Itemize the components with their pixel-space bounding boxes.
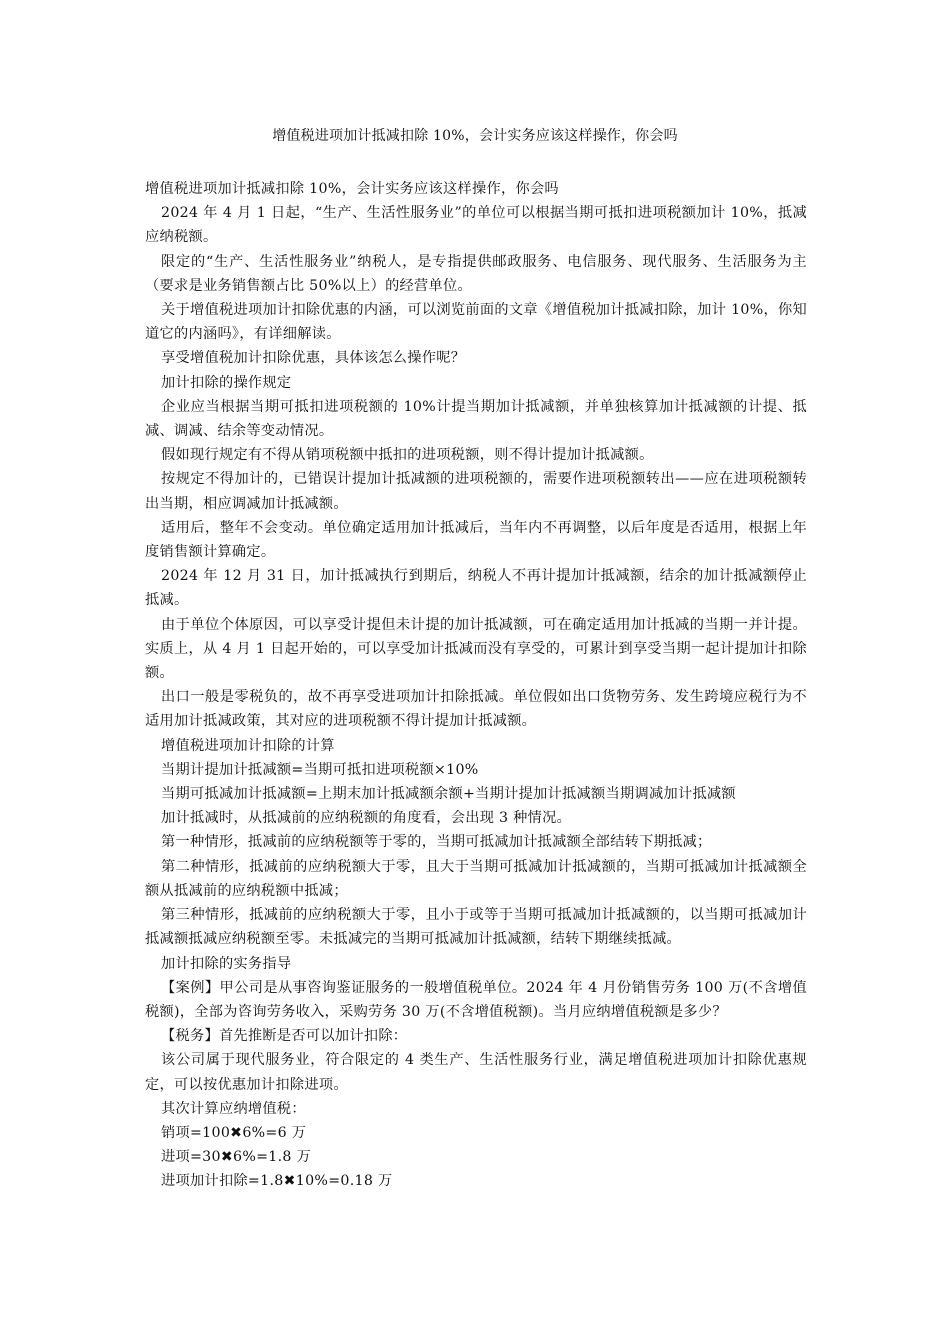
formula-line: 销项=100✖6%=6 万 xyxy=(161,1124,307,1141)
paragraph: 由于单位个体原因，可以享受计提但未计提的加计抵减额，可在确定适用加计抵减的当期一并计提。实质上，从 4 月 1 日起开始的，可以享受加计抵减而没有享受的，可累计到享受当期一起计提加计扣除额。 xyxy=(145,616,807,682)
section-heading: 加计扣除的实务指导 xyxy=(161,955,292,972)
paragraph: 【税务】首先推断是否可以加计扣除： xyxy=(161,1028,408,1045)
paragraph: 第一种情形，抵减前的应纳税额等于零的，当期可抵减加计抵减额全部结转下期抵减； xyxy=(161,834,712,851)
formula-line: 当期计提加计抵减额=当期可抵扣进项税额×10% xyxy=(161,761,479,778)
paragraph: 【案例】甲公司是从事咨询鉴证服务的一般增值税单位。2024 年 4 月份销售劳务 100 万(不含增值税额)，全部为咨询劳务收入，采购劳务 30 万(不含增值税额)。当月应纳增值税额是多少？ xyxy=(145,979,807,1020)
paragraph: 企业应当根据当期可抵扣进项税额的 10%计提当期加计抵减额，并单独核算加计抵减额的计提、抵减、调减、结余等变动情况。 xyxy=(145,398,807,440)
paragraph: 2024 年 12 月 31 日，加计抵减执行到期后，纳税人不再计提加计抵减额，结余的加计抵减额停止抵减。 xyxy=(145,568,807,609)
paragraph: 出口一般是零税负的，故不再享受进项加计扣除抵减。单位假如出口货物劳务、发生跨境应税行为不适用加计抵减政策，其对应的进项税额不得计提加计抵减额。 xyxy=(145,689,807,730)
section-heading: 加计扣除的操作规定 xyxy=(161,374,292,391)
formula-line: 当期可抵减加计抵减额=上期末加计抵减额余额+当期计提加计抵减额当期调减加计抵减额 xyxy=(161,786,736,803)
paragraph: 按规定不得加计的，已错误计提加计抵减额的进项税额的，需要作进项税额转出——应在进项税额转出当期，相应调减加计抵减额。 xyxy=(145,471,807,512)
paragraph: 增值税进项加计抵减扣除 10%，会计实务应该这样操作，你会吗 xyxy=(145,181,559,197)
paragraph: 适用后，整年不会变动。单位确定适用加计抵减后，当年内不再调整，以后年度是否适用，根据上年度销售额计算确定。 xyxy=(145,519,807,561)
paragraph: 该公司属于现代服务业，符合限定的 4 类生产、生活性服务行业，满足增值税进项加计扣除优惠规定，可以按优惠加计扣除进项。 xyxy=(145,1052,807,1093)
document-body xyxy=(145,177,807,1194)
formula-line: 进项=30✖6%=1.8 万 xyxy=(161,1149,312,1166)
paragraph: 享受增值税加计扣除优惠，具体该怎么操作呢？ xyxy=(161,350,466,367)
paragraph: 2024 年 4 月 1 日起，“生产、生活性服务业”的单位可以根据当期可抵扣进项税额加计 10%，抵减应纳税额。 xyxy=(145,205,807,246)
paragraph: 关于增值税进项加计扣除优惠的内涵，可以浏览前面的文章《增值税加计抵减扣除，加计 10%，你知道它的内涵吗》，有详细解读。 xyxy=(145,302,807,343)
paragraph: 第三种情形，抵减前的应纳税额大于零，且小于或等于当期可抵减加计抵减额的，以当期可抵减加计抵减额抵减应纳税额至零。未抵减完的当期可抵减加计抵减额，结转下期继续抵减。 xyxy=(145,907,807,948)
paragraph: 加计抵减时，从抵减前的应纳税额的角度看，会出现 3 种情况。 xyxy=(161,810,572,827)
document-title: 增值税进项加计抵减扣除 10%，会计实务应该这样操作，你会吗 xyxy=(272,128,678,144)
paragraph: 其次计算应纳增值税： xyxy=(161,1100,306,1117)
paragraph: 假如现行规定有不得从销项税额中抵扣的进项税额，则不得计提加计抵减额。 xyxy=(161,447,654,464)
formula-line: 进项加计扣除=1.8✖10%=0.18 万 xyxy=(161,1173,393,1190)
section-heading: 增值税进项加计扣除的计算 xyxy=(161,737,335,754)
paragraph: 限定的“生产、生活性服务业”纳税人，是专指提供邮政服务、电信服务、现代服务、生活服务为主（要求是业务销售额占比 50%以上）的经营单位。 xyxy=(145,253,807,294)
paragraph: 第二种情形，抵减前的应纳税额大于零，且大于当期可抵减加计抵减额的，当期可抵减加计抵减额全额从抵减前的应纳税额中抵减； xyxy=(145,858,807,899)
